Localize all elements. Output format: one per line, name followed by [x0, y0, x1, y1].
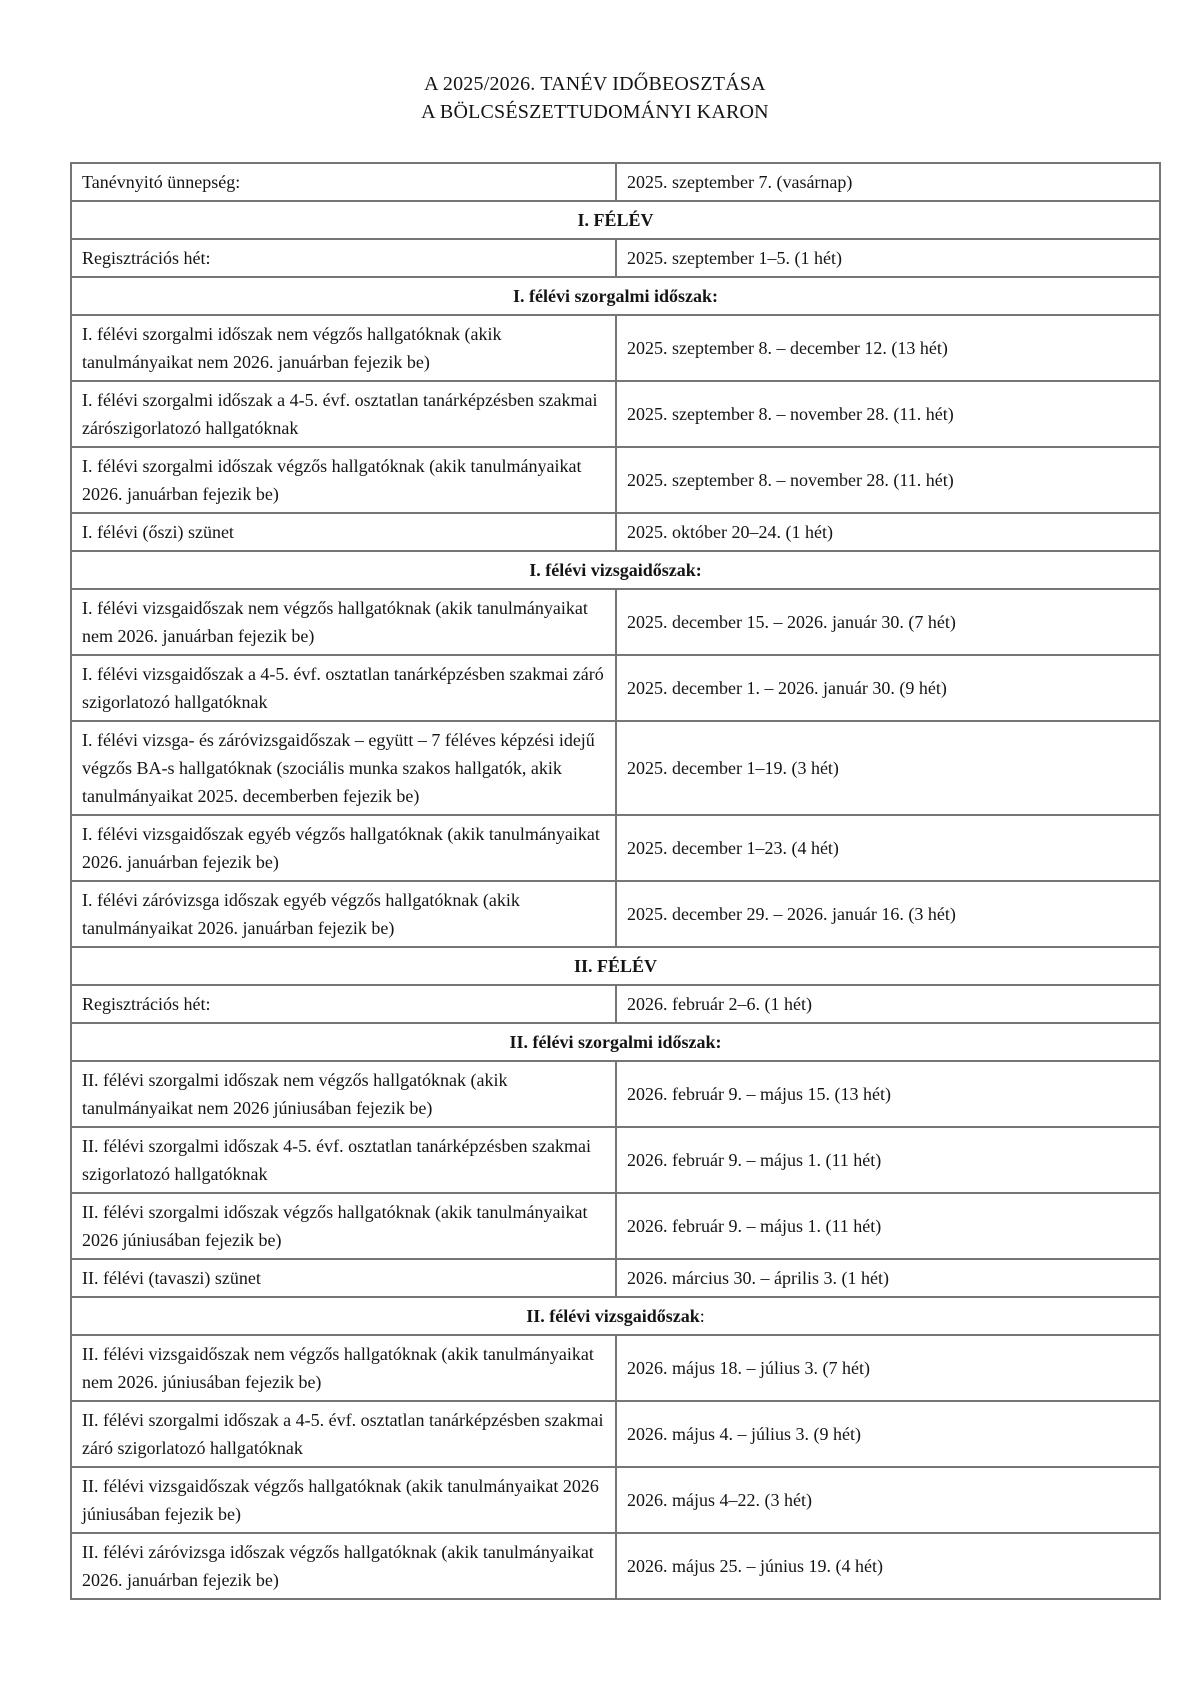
event-label-cell: II. félévi záróvizsga időszak végzős hallgatóknak (akik tanulmányaikat 2026. januárban fejezik be)	[71, 1533, 616, 1599]
event-label-cell: II. félévi vizsgaidőszak végzős hallgatóknak (akik tanulmányaikat 2026 júniusában fejezik be)	[71, 1467, 616, 1533]
table-row	[71, 1401, 1160, 1467]
table-row	[71, 1335, 1160, 1401]
table-row	[71, 163, 1160, 201]
document-title-line2: A BÖLCSÉSZETTUDOMÁNYI KARON	[421, 101, 769, 123]
event-label-cell: I. félévi vizsgaidőszak nem végzős hallgatóknak (akik tanulmányaikat nem 2026. januárban fejezik be)	[71, 589, 616, 655]
table-row	[71, 881, 1160, 947]
event-date-cell: 2025. szeptember 8. – november 28. (11. hét)	[616, 381, 1160, 447]
section-header-cell	[71, 551, 1160, 589]
table-row	[71, 315, 1160, 381]
section-header-label: I. félévi szorgalmi időszak:	[513, 286, 718, 306]
section-header-cell	[71, 201, 1160, 239]
event-label-cell: I. félévi szorgalmi időszak végzős hallgatóknak (akik tanulmányaikat 2026. januárban fejezik be)	[71, 447, 616, 513]
table-row	[71, 513, 1160, 551]
table-row	[71, 1533, 1160, 1599]
table-row	[71, 1127, 1160, 1193]
table-row	[71, 239, 1160, 277]
section-row	[71, 551, 1160, 589]
event-label-cell: II. félévi szorgalmi időszak 4-5. évf. osztatlan tanárképzésben szakmai szigorlatozó hallgatóknak	[71, 1127, 616, 1193]
event-label-cell: II. félévi szorgalmi időszak végzős hallgatóknak (akik tanulmányaikat 2026 júniusában fejezik be)	[71, 1193, 616, 1259]
event-label-cell: I. félévi szorgalmi időszak nem végzős hallgatóknak (akik tanulmányaikat nem 2026. januárban fejezik be)	[71, 315, 616, 381]
document-title	[0, 0, 1190, 126]
section-header-cell	[71, 947, 1160, 985]
event-date-cell: 2025. szeptember 8. – november 28. (11. hét)	[616, 447, 1160, 513]
event-date-cell: 2026. május 25. – június 19. (4 hét)	[616, 1533, 1160, 1599]
event-label-cell: II. félévi vizsgaidőszak nem végzős hallgatóknak (akik tanulmányaikat nem 2026. júniusában fejezik be)	[71, 1335, 616, 1401]
table-row	[71, 1193, 1160, 1259]
event-date-cell: 2025. december 15. – 2026. január 30. (7 hét)	[616, 589, 1160, 655]
event-label-cell: I. félévi vizsgaidőszak egyéb végzős hallgatóknak (akik tanulmányaikat 2026. januárban fejezik be)	[71, 815, 616, 881]
event-date-cell: 2026. február 2–6. (1 hét)	[616, 985, 1160, 1023]
event-date-cell: 2025. szeptember 7. (vasárnap)	[616, 163, 1160, 201]
event-date-cell: 2026. május 4–22. (3 hét)	[616, 1467, 1160, 1533]
section-row	[71, 1297, 1160, 1335]
section-row	[71, 1023, 1160, 1061]
section-header-cell	[71, 1023, 1160, 1061]
event-label-cell: Tanévnyitó ünnepség:	[71, 163, 616, 201]
section-header-label: I. FÉLÉV	[577, 210, 654, 230]
table-row	[71, 815, 1160, 881]
event-label-cell: I. félévi (őszi) szünet	[71, 513, 616, 551]
table-row	[71, 381, 1160, 447]
table-row	[71, 1259, 1160, 1297]
table-row	[71, 721, 1160, 815]
section-header-label: II. félévi szorgalmi időszak:	[509, 1032, 722, 1052]
section-header-suffix: :	[699, 1306, 705, 1326]
event-date-cell: 2026. február 9. – május 1. (11 hét)	[616, 1193, 1160, 1259]
section-header-cell	[71, 277, 1160, 315]
event-label-cell: I. félévi vizsgaidőszak a 4-5. évf. osztatlan tanárképzésben szakmai záró szigorlatozó hallgatóknak	[71, 655, 616, 721]
event-label-cell: II. félévi szorgalmi időszak nem végzős hallgatóknak (akik tanulmányaikat nem 2026 júniusában fejezik be)	[71, 1061, 616, 1127]
event-date-cell: 2025. szeptember 1–5. (1 hét)	[616, 239, 1160, 277]
event-label-cell: Regisztrációs hét:	[71, 985, 616, 1023]
event-label-cell: II. félévi szorgalmi időszak a 4-5. évf. osztatlan tanárképzésben szakmai záró szigorlatozó hallgatóknak	[71, 1401, 616, 1467]
event-date-cell: 2025. december 1. – 2026. január 30. (9 hét)	[616, 655, 1160, 721]
event-label-cell: I. félévi vizsga- és záróvizsgaidőszak – együtt – 7 féléves képzési idejű végzős BA-s hallgatóknak (szociális munka szakos hallgatók, akik tanulmányaikat 2025. decemberben fejezik be)	[71, 721, 616, 815]
event-date-cell: 2025. december 1–19. (3 hét)	[616, 721, 1160, 815]
event-label-cell: Regisztrációs hét:	[71, 239, 616, 277]
table-row	[71, 1467, 1160, 1533]
academic-calendar-table-body	[71, 163, 1160, 1599]
event-date-cell: 2026. március 30. – április 3. (1 hét)	[616, 1259, 1160, 1297]
section-row	[71, 277, 1160, 315]
event-date-cell: 2025. szeptember 8. – december 12. (13 hét)	[616, 315, 1160, 381]
section-header-label: I. félévi vizsgaidőszak:	[529, 560, 702, 580]
section-header-label: II. félévi vizsgaidőszak	[526, 1306, 700, 1326]
section-header-label: II. FÉLÉV	[573, 956, 658, 976]
event-date-cell: 2025. december 1–23. (4 hét)	[616, 815, 1160, 881]
event-label-cell: I. félévi szorgalmi időszak a 4-5. évf. osztatlan tanárképzésben szakmai zárószigorlatozó hallgatóknak	[71, 381, 616, 447]
event-date-cell: 2026. február 9. – május 15. (13 hét)	[616, 1061, 1160, 1127]
table-row	[71, 447, 1160, 513]
table-row	[71, 589, 1160, 655]
table-row	[71, 1061, 1160, 1127]
event-date-cell: 2026. május 4. – július 3. (9 hét)	[616, 1401, 1160, 1467]
event-label-cell: II. félévi (tavaszi) szünet	[71, 1259, 616, 1297]
academic-calendar-table	[70, 162, 1161, 1600]
event-date-cell: 2026. május 18. – július 3. (7 hét)	[616, 1335, 1160, 1401]
table-row	[71, 985, 1160, 1023]
section-row	[71, 947, 1160, 985]
table-row	[71, 655, 1160, 721]
event-date-cell: 2026. február 9. – május 1. (11 hét)	[616, 1127, 1160, 1193]
section-row	[71, 201, 1160, 239]
event-label-cell: I. félévi záróvizsga időszak egyéb végzős hallgatóknak (akik tanulmányaikat 2026. januárban fejezik be)	[71, 881, 616, 947]
event-date-cell: 2025. december 29. – 2026. január 16. (3 hét)	[616, 881, 1160, 947]
section-header-cell	[71, 1297, 1160, 1335]
event-date-cell: 2025. október 20–24. (1 hét)	[616, 513, 1160, 551]
document-title-line1: A 2025/2026. TANÉV IDŐBEOSZTÁSA	[424, 73, 766, 95]
